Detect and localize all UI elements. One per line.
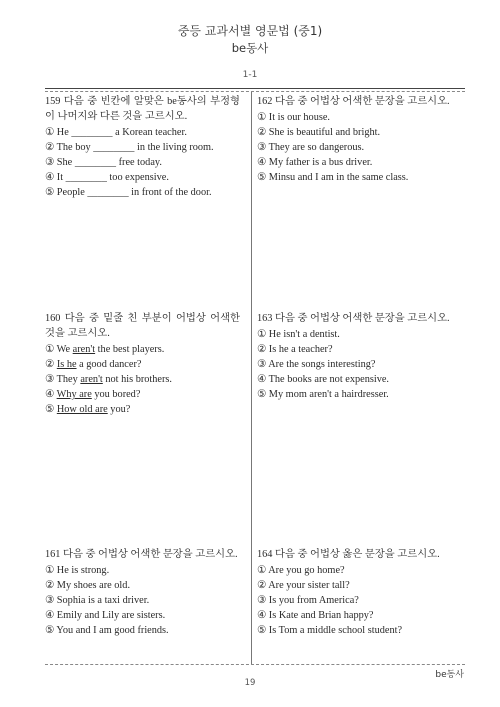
option-2[interactable]: ② My shoes are old.: [45, 580, 131, 591]
page-subtitle: be동사: [231, 41, 269, 55]
option-4[interactable]: ④ It ________ too expensive.: [45, 172, 169, 183]
option-suffix: not his brothers.: [102, 374, 173, 385]
option-2[interactable]: ② The boy ________ in the living room.: [45, 142, 214, 153]
question-160: [45, 311, 240, 417]
option-prefix: ④: [45, 389, 57, 400]
option-1[interactable]: ① Are you go home?: [257, 565, 345, 576]
underlined-part: Why are: [56, 389, 92, 400]
option-prefix: ⑤: [45, 404, 57, 415]
option-suffix: a good dancer?: [76, 359, 142, 370]
option-suffix: the best players.: [95, 344, 165, 355]
option-2[interactable]: ② She is beautiful and bright.: [257, 127, 381, 138]
option-4[interactable]: ④ The books are not expensive.: [257, 374, 389, 385]
option-5[interactable]: ⑤ Is Tom a middle school student?: [257, 625, 403, 636]
option-3[interactable]: ③ Sophia is a taxi driver.: [45, 595, 150, 606]
option-3[interactable]: ③ Is you from America?: [257, 595, 359, 606]
option-1[interactable]: ① He isn't a dentist.: [257, 329, 340, 340]
option-5[interactable]: ⑤ You and I am good friends.: [45, 625, 169, 636]
question-stem: 164 다음 중 어법상 옳은 문장을 고르시오.: [257, 549, 440, 560]
page-number: 19: [244, 678, 256, 688]
option-5[interactable]: ⑤ People ________ in front of the door.: [45, 187, 212, 198]
question-163: [257, 311, 452, 402]
option-prefix: ②: [45, 359, 57, 370]
question-164: [257, 547, 452, 638]
option-4[interactable]: [45, 387, 240, 402]
option-3[interactable]: ③ They are so dangerous.: [257, 142, 365, 153]
option-1[interactable]: ① It is our house.: [257, 112, 331, 123]
option-4[interactable]: ④ Is Kate and Brian happy?: [257, 610, 374, 621]
option-2[interactable]: [45, 357, 240, 372]
option-5[interactable]: [45, 402, 240, 417]
question-stem: 163 다음 중 어법상 어색한 문장을 고르시오.: [257, 313, 450, 324]
top-rule: [45, 88, 465, 89]
top-dashed-rule: [45, 91, 465, 92]
option-3[interactable]: [45, 372, 240, 387]
underlined-part: How old are: [56, 404, 108, 415]
option-2[interactable]: ② Are your sister tall?: [257, 580, 350, 591]
question-stem: 162 다음 중 어법상 어색한 문장을 고르시오.: [257, 96, 450, 107]
option-5[interactable]: ⑤ Minsu and I am in the same class.: [257, 172, 409, 183]
option-1[interactable]: ① He is strong.: [45, 565, 110, 576]
question-162: [257, 94, 452, 185]
option-suffix: you?: [107, 404, 131, 415]
option-4[interactable]: ④ My father is a bus driver.: [257, 157, 373, 168]
question-stem: 161 다음 중 어법상 어색한 문장을 고르시오.: [45, 549, 238, 560]
underlined-part: aren't: [72, 344, 96, 355]
question-stem: 160 다음 중 밑줄 친 부분이 어법상 어색한 것을 고르시오.: [45, 313, 240, 339]
bottom-dashed-rule: [45, 664, 465, 665]
page-title: 중등 교과서별 영문법 (중1): [177, 24, 323, 38]
option-3[interactable]: ③ Are the songs interesting?: [257, 359, 376, 370]
underlined-part: Is he: [56, 359, 77, 370]
option-4[interactable]: ④ Emily and Lily are sisters.: [45, 610, 166, 621]
question-stem: 159 다음 중 빈칸에 알맞은 be동사의 부정형이 나머지와 다른 것을 고르시오.: [45, 96, 240, 122]
option-prefix: ① We: [45, 344, 73, 355]
option-suffix: you bored?: [91, 389, 141, 400]
column-divider: [251, 92, 252, 664]
option-1[interactable]: ① He ________ a Korean teacher.: [45, 127, 187, 138]
footer-section-label: be동사: [435, 670, 464, 680]
option-2[interactable]: ② Is he a teacher?: [257, 344, 333, 355]
section-number: 1-1: [242, 70, 258, 80]
question-161: [45, 547, 240, 638]
underlined-part: aren't: [80, 374, 103, 385]
option-prefix: ③ They: [45, 374, 81, 385]
option-5[interactable]: ⑤ My mom aren't a hairdresser.: [257, 389, 389, 400]
question-159: [45, 94, 240, 200]
option-1[interactable]: [45, 342, 240, 357]
option-3[interactable]: ③ She ________ free today.: [45, 157, 162, 168]
